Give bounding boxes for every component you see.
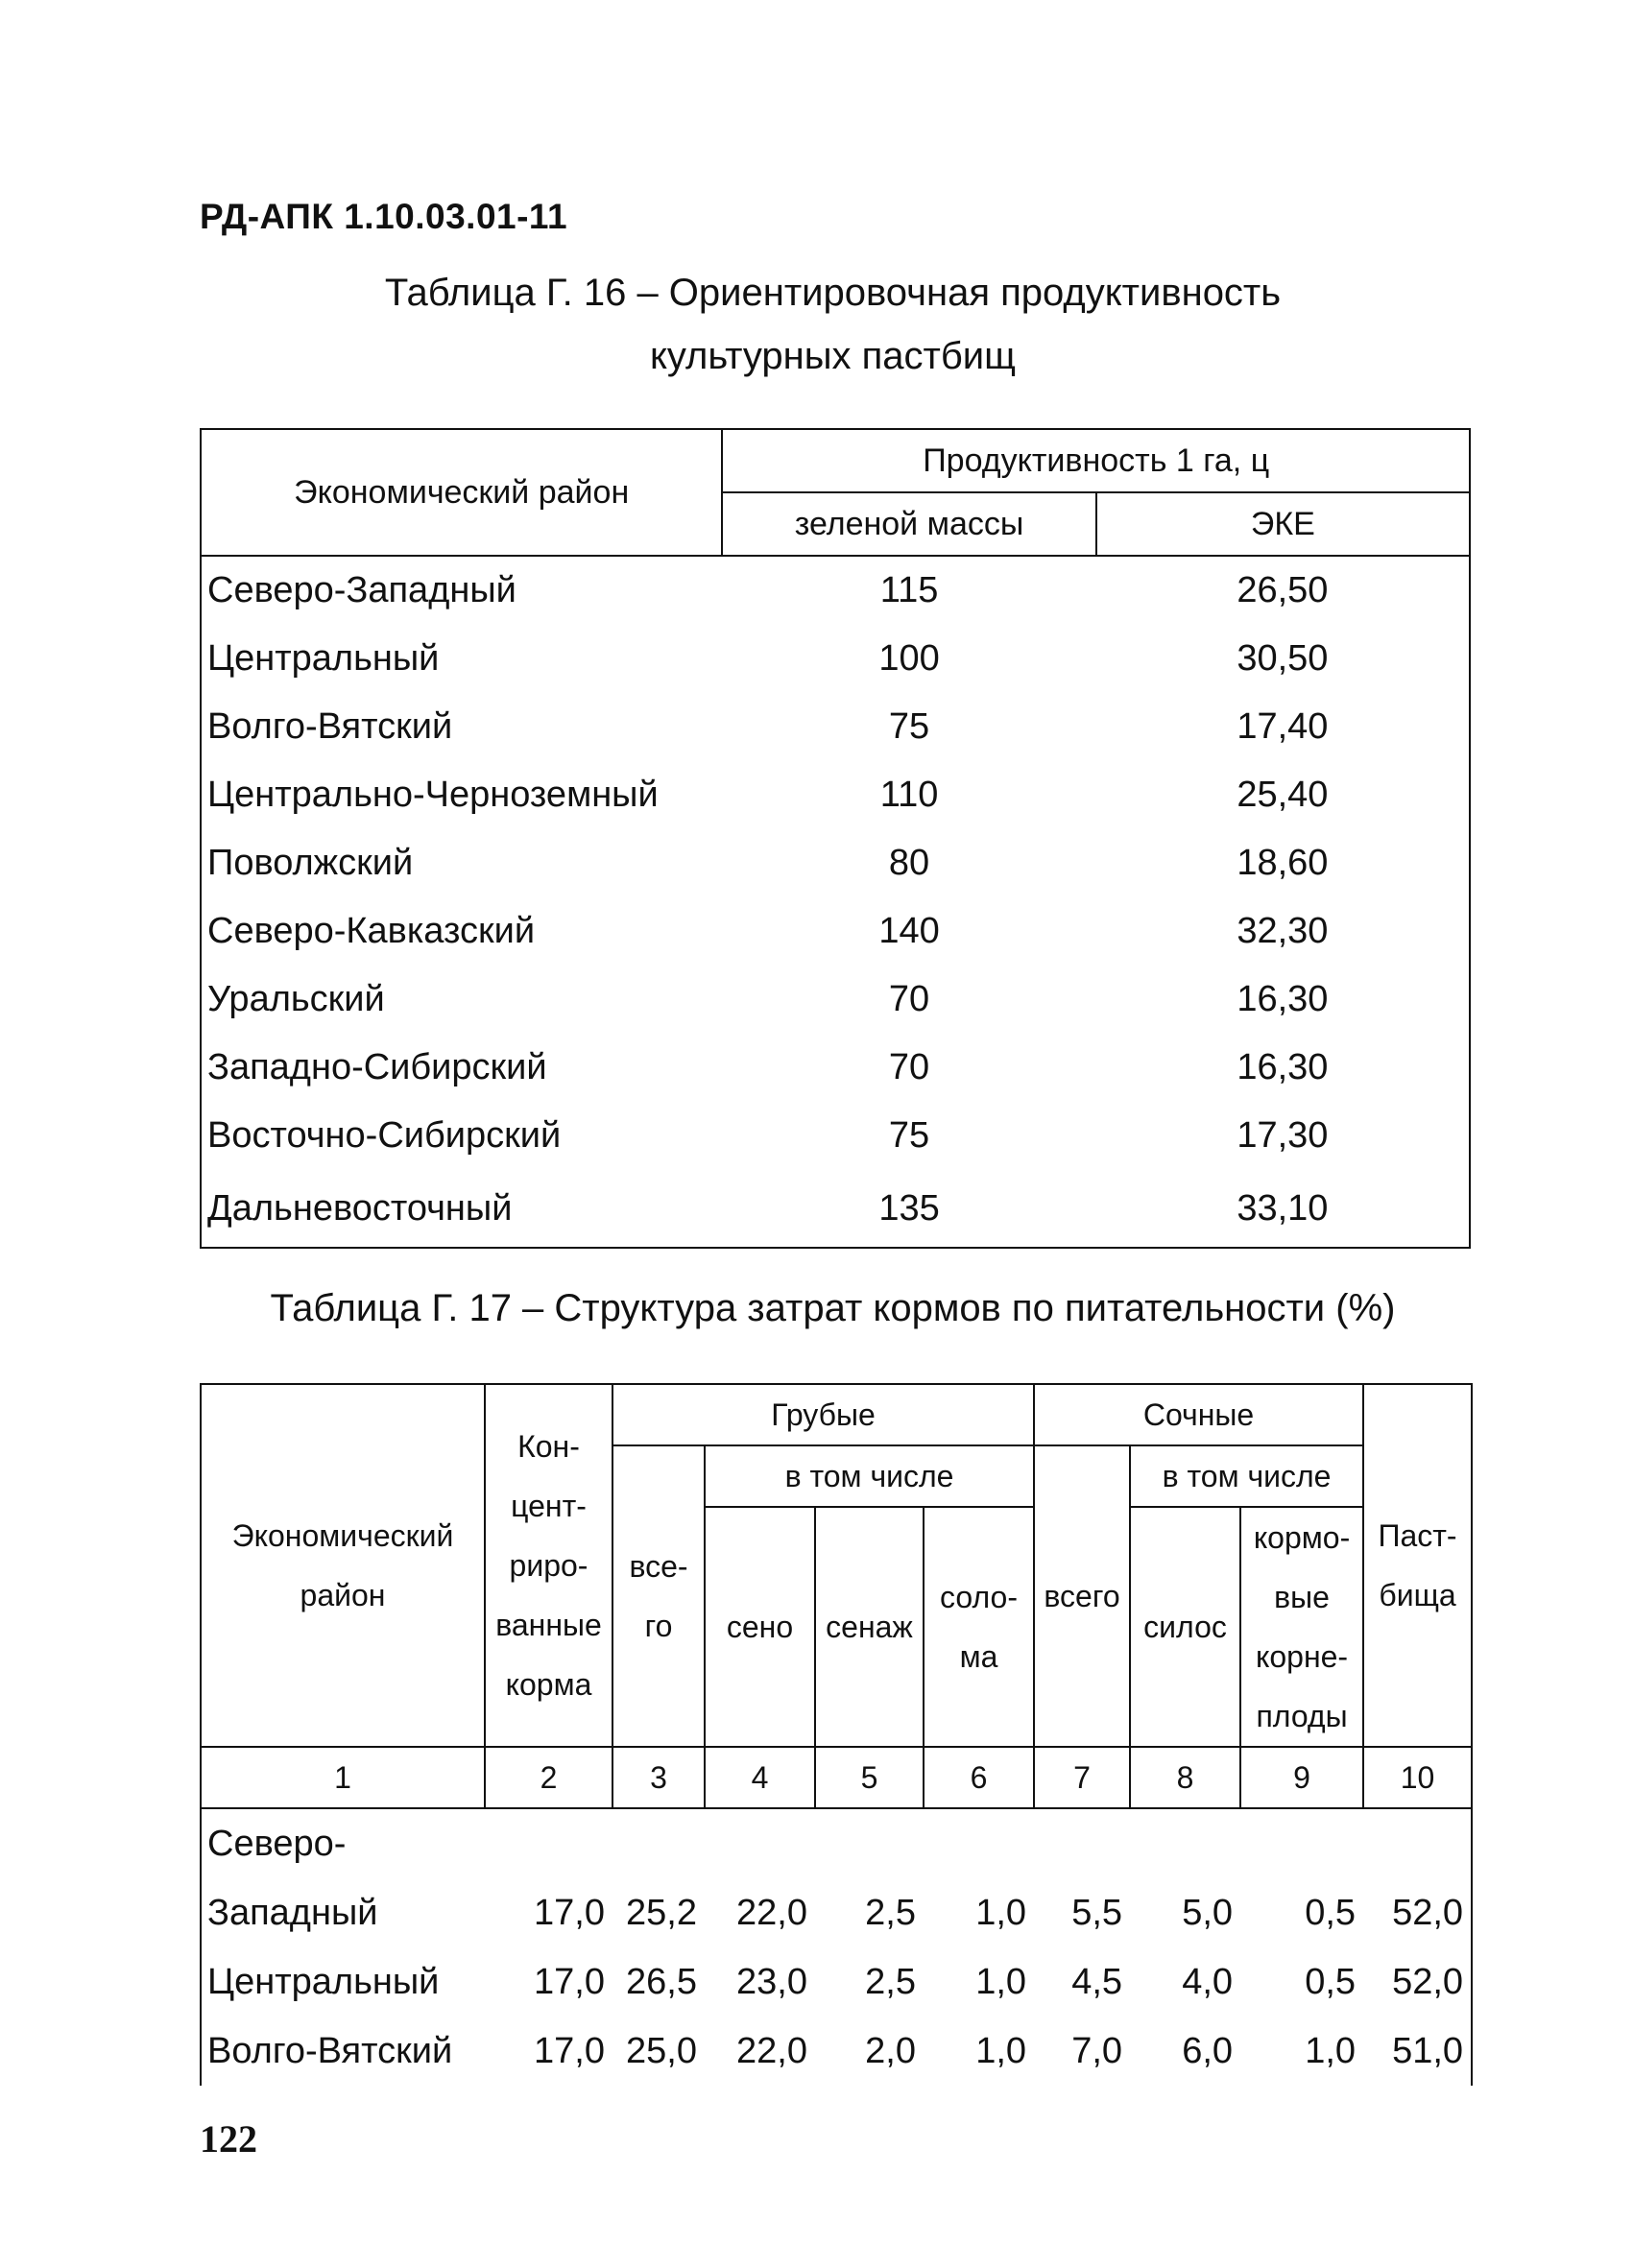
header-succulent-including: в том числе [1130, 1445, 1363, 1507]
header-green-mass: зеленой массы [722, 492, 1095, 556]
region-cell: Центральный [201, 1947, 485, 2017]
value-cell: 0,5 [1305, 1892, 1357, 1933]
value-cell: 4,5 [1071, 1961, 1123, 2002]
table-row [201, 1102, 1470, 1170]
table-row [201, 2017, 1472, 2086]
column-number: 3 [612, 1747, 705, 1808]
header-region [201, 1384, 485, 1747]
eke-cell: 25,40 [1096, 761, 1470, 829]
header-total-line2: го [644, 1609, 673, 1643]
header-rough: Грубые [612, 1384, 1034, 1445]
value-cell: 17,0 [534, 1961, 605, 2002]
table-row [201, 625, 1470, 693]
column-number: 2 [485, 1747, 612, 1808]
value-cell: 17,0 [534, 2030, 605, 2071]
column-number: 8 [1130, 1747, 1240, 1808]
value-cell: 52,0 [1363, 1878, 1472, 1947]
green-mass-cell: 75 [888, 1115, 930, 1156]
table16-caption-line1: Таблица Г. 16 – Ориентировочная продуктивность [384, 272, 1282, 314]
eke-cell: 32,30 [1096, 897, 1470, 966]
region-cell: Волго-Вятский [201, 693, 722, 761]
value-cell: 7,0 [1071, 2030, 1123, 2071]
table-row [201, 1878, 1472, 1947]
page-number: 122 [200, 2117, 257, 2161]
table-row [201, 693, 1470, 761]
value-cell: 4,0 [1182, 1961, 1234, 2002]
value-cell: 22,0 [736, 2030, 807, 2071]
header-eke: ЭКЕ [1096, 492, 1470, 556]
green-mass-cell: 70 [888, 1047, 930, 1087]
column-number: 6 [924, 1747, 1034, 1808]
green-mass-cell: 80 [888, 843, 930, 883]
region-cell: Западный [201, 1878, 485, 1947]
header-straw-line2: ма [959, 1639, 998, 1674]
eke-cell: 16,30 [1096, 966, 1470, 1034]
value-cell: 5,5 [1071, 1892, 1123, 1933]
header-rough-including: в том числе [705, 1445, 1034, 1507]
table-row [201, 1034, 1470, 1102]
header-rough-total [612, 1445, 705, 1747]
value-cell: 17,0 [534, 1892, 605, 1933]
region-cell: Северо-Кавказский [201, 897, 722, 966]
value-cell: 25,0 [626, 2030, 697, 2071]
header-region-line2: район [300, 1578, 386, 1612]
region-cell: Западно-Сибирский [201, 1034, 722, 1102]
column-number: 4 [705, 1747, 815, 1808]
green-mass-cell: 100 [878, 638, 940, 679]
column-number: 9 [1240, 1747, 1363, 1808]
value-cell: 1,0 [975, 1961, 1027, 2002]
header-pasture [1363, 1384, 1472, 1747]
table16-pasture-productivity [200, 428, 1471, 1249]
header-roots-line2: вые [1274, 1580, 1330, 1614]
region-cell-prefix: Северо- [201, 1808, 485, 1878]
green-mass-cell: 110 [879, 775, 939, 815]
value-cell: 22,0 [736, 1892, 807, 1933]
table17-feed-structure [200, 1383, 1473, 2086]
header-conc-line1: Кон- [517, 1429, 580, 1464]
green-mass-cell: 75 [888, 706, 930, 747]
table-row [201, 1947, 1472, 2017]
green-mass-cell: 135 [722, 1170, 1095, 1248]
header-straw [924, 1507, 1034, 1747]
region-cell: Центрально-Черноземный [201, 761, 722, 829]
eke-cell: 18,60 [1096, 829, 1470, 897]
table-row [201, 897, 1470, 966]
region-cell: Дальневосточный [201, 1170, 722, 1248]
header-pasture-line1: Паст- [1378, 1518, 1457, 1553]
value-cell: 6,0 [1182, 2030, 1234, 2071]
value-cell: 2,0 [865, 2030, 916, 2071]
table-row [201, 829, 1470, 897]
value-cell: 1,0 [975, 2030, 1027, 2071]
column-number: 10 [1363, 1747, 1472, 1808]
header-root-crops [1240, 1507, 1363, 1747]
header-productivity: Продуктивность 1 га, ц [722, 429, 1470, 492]
header-roots-line1: кормо- [1253, 1520, 1351, 1555]
region-cell: Волго-Вятский [201, 2017, 485, 2086]
header-straw-line1: соло- [940, 1580, 1018, 1614]
region-cell: Восточно-Сибирский [201, 1102, 722, 1170]
value-cell: 52,0 [1363, 1947, 1472, 2017]
header-concentrates [485, 1384, 612, 1747]
eke-cell: 17,40 [1096, 693, 1470, 761]
eke-cell: 30,50 [1096, 625, 1470, 693]
region-cell: Центральный [201, 625, 722, 693]
column-number: 7 [1034, 1747, 1130, 1808]
value-cell: 26,5 [626, 1961, 697, 2002]
value-cell: 51,0 [1363, 2017, 1472, 2086]
document-code: РД-АПК 1.10.03.01-11 [200, 197, 568, 236]
header-region: Экономический район [201, 429, 722, 556]
region-cell: Поволжский [201, 829, 722, 897]
eke-cell: 17,30 [1096, 1102, 1470, 1170]
column-number: 5 [815, 1747, 924, 1808]
table-row [201, 1808, 1472, 1878]
header-conc-line3: риро- [509, 1548, 588, 1583]
header-succulent: Сочные [1034, 1384, 1363, 1445]
header-roots-line3: корне- [1255, 1639, 1349, 1674]
table16-caption-line2: культурных пастбищ [649, 335, 1017, 377]
region-cell: Северо-Западный [201, 556, 722, 625]
table16-caption [0, 261, 1633, 388]
value-cell: 0,5 [1305, 1961, 1357, 2002]
green-mass-cell: 70 [888, 979, 930, 1019]
eke-cell: 16,30 [1096, 1034, 1470, 1102]
table-row [201, 761, 1470, 829]
green-mass-cell: 140 [878, 911, 940, 951]
eke-cell: 33,10 [1096, 1170, 1470, 1248]
header-conc-line2: цент- [511, 1489, 587, 1523]
header-haylage: сенаж [815, 1507, 924, 1747]
value-cell: 1,0 [975, 1892, 1027, 1933]
table17-caption: Таблица Г. 17 – Структура затрат кормов по питательности (%) [270, 1287, 1396, 1329]
value-cell: 25,2 [626, 1892, 697, 1933]
green-mass-cell: 115 [879, 570, 939, 610]
value-cell: 1,0 [1305, 2030, 1357, 2071]
header-conc-line5: корма [505, 1667, 592, 1702]
value-cell: 2,5 [865, 1961, 916, 2002]
header-conc-line4: ванные [495, 1608, 602, 1642]
header-roots-line4: плоды [1256, 1699, 1348, 1733]
table-row [201, 966, 1470, 1034]
header-hay: сено [705, 1507, 815, 1747]
header-succulent-total: всего [1034, 1445, 1130, 1747]
table-row [201, 556, 1470, 625]
header-silage: силос [1130, 1507, 1240, 1747]
header-total-line1: все- [629, 1549, 688, 1584]
header-region-line1: Экономический [231, 1518, 454, 1553]
column-number: 1 [201, 1747, 485, 1808]
header-pasture-line2: бища [1379, 1578, 1456, 1612]
value-cell: 5,0 [1182, 1892, 1234, 1933]
table-row [201, 1170, 1470, 1248]
value-cell: 23,0 [736, 1961, 807, 2002]
region-cell: Уральский [201, 966, 722, 1034]
value-cell: 2,5 [865, 1892, 916, 1933]
eke-cell: 26,50 [1096, 556, 1470, 625]
